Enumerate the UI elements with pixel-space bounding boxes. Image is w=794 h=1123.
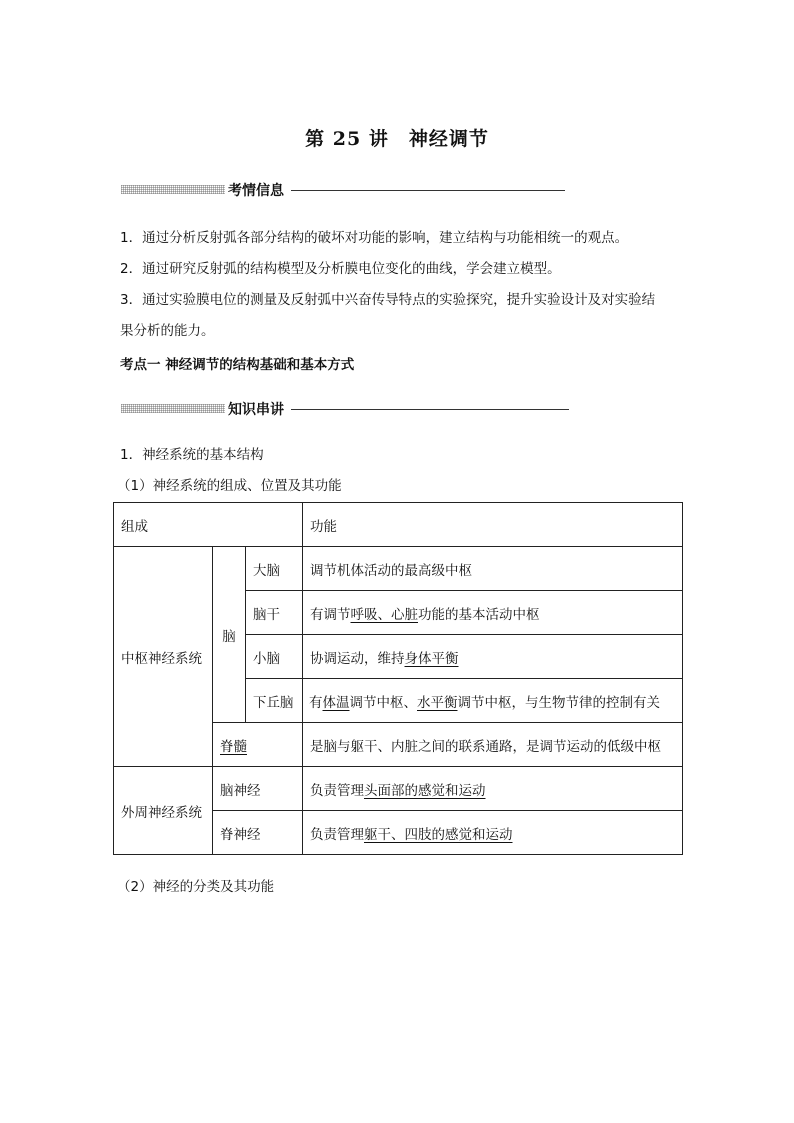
section-rule xyxy=(291,409,569,410)
spinal-nerves: 脊神经 xyxy=(213,811,303,855)
section-dots-decoration xyxy=(121,404,225,413)
table-header-row xyxy=(114,503,683,547)
brain-cell: 脑 xyxy=(213,547,246,723)
cranial-nerves: 脑神经 xyxy=(213,767,303,811)
subheading-nerve-classification: （2）神经的分类及其功能 xyxy=(117,879,275,895)
section-label: 知识串讲 xyxy=(228,399,286,419)
underlined-answer: 体温 xyxy=(322,694,350,711)
peripheral-nervous-system: 外周神经系统 xyxy=(114,767,213,855)
header-composition: 组成 xyxy=(114,503,303,547)
lecture-number: 第 25 讲 xyxy=(305,128,389,150)
cerebellum: 小脑 xyxy=(246,635,303,679)
cranial-nerves-function: 负责管理头面部的感觉和运动 xyxy=(303,767,683,811)
brainstem: 脑干 xyxy=(246,591,303,635)
table-row xyxy=(114,767,683,811)
subheading-composition: （1）神经系统的组成、位置及其功能 xyxy=(117,478,342,494)
exam-info-item-1: 1．通过分析反射弧各部分结构的破坏对功能的影响，建立结构与功能相统一的观点。 xyxy=(120,230,629,246)
hypothalamus: 下丘脑 xyxy=(246,679,303,723)
underlined-answer: 头面部的感觉和运动 xyxy=(364,782,486,799)
lecture-topic: 神经调节 xyxy=(408,128,489,150)
subheading-structure: 1．神经系统的基本结构 xyxy=(120,447,264,463)
underlined-answer: 身体平衡 xyxy=(404,650,459,667)
spinal-nerves-function: 负责管理躯干、四肢的感觉和运动 xyxy=(303,811,683,855)
exam-info-item-3-cont: 果分析的能力。 xyxy=(120,323,215,339)
exam-info-item-3: 3．通过实验膜电位的测量及反射弧中兴奋传导特点的实验探究，提升实验设计及对实验结 xyxy=(120,292,656,308)
table-row xyxy=(114,547,683,591)
hypothalamus-function: 有体温调节中枢、水平衡调节中枢，与生物节律的控制有关 xyxy=(303,679,683,723)
cerebellum-function: 协调运动，维持身体平衡 xyxy=(303,635,683,679)
header-function: 功能 xyxy=(303,503,683,547)
spinal-cord: 脊髓 xyxy=(213,723,303,767)
underlined-answer: 躯干、四肢的感觉和运动 xyxy=(364,826,513,843)
spinal-cord-function: 是脑与躯干、内脏之间的联系通路，是调节运动的低级中枢 xyxy=(303,723,683,767)
section-dots-decoration xyxy=(121,185,225,194)
cerebrum-function: 调节机体活动的最高级中枢 xyxy=(303,547,683,591)
section-rule xyxy=(291,190,565,191)
underlined-answer: 呼吸、心脏 xyxy=(350,606,418,623)
brainstem-function: 有调节呼吸、心脏功能的基本活动中枢 xyxy=(303,591,683,635)
section-label: 考情信息 xyxy=(228,180,286,200)
exam-info-item-2: 2．通过研究反射弧的结构模型及分析膜电位变化的曲线，学会建立模型。 xyxy=(120,261,561,277)
test-point-heading: 考点一 神经调节的结构基础和基本方式 xyxy=(120,357,355,373)
underlined-answer: 水平衡 xyxy=(417,694,458,711)
central-nervous-system: 中枢神经系统 xyxy=(114,547,213,767)
cerebrum: 大脑 xyxy=(246,547,303,591)
section-header-knowledge xyxy=(121,401,451,417)
page-title xyxy=(0,124,794,151)
nervous-system-table xyxy=(113,502,683,855)
section-header-exam-info xyxy=(121,182,451,198)
